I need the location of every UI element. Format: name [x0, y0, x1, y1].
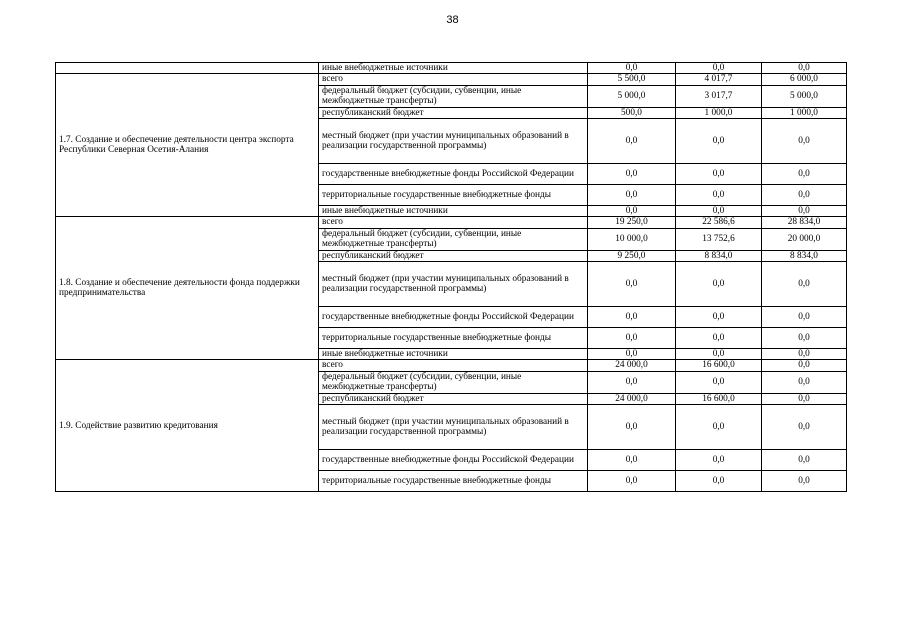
funding-source-cell: территориальные государственные внебюджетные фонды	[319, 185, 588, 206]
amount-cell: 0,0	[588, 206, 676, 217]
funding-source-cell: местный бюджет (при участии муниципальных образований в реализации государственной программы)	[319, 119, 588, 164]
funding-source-cell: местный бюджет (при участии муниципальных образований в реализации государственной программы)	[319, 405, 588, 450]
table-row	[56, 360, 847, 371]
amount-cell: 0,0	[588, 185, 676, 206]
page-number: 38	[446, 14, 459, 26]
amount-cell: 19 250,0	[588, 217, 676, 228]
amount-cell: 22 586,6	[676, 217, 762, 228]
amount-cell: 5 000,0	[588, 85, 676, 107]
amount-cell: 3 017,7	[676, 85, 762, 107]
amount-cell: 0,0	[676, 185, 762, 206]
amount-cell: 13 752,6	[676, 228, 762, 250]
amount-cell: 0,0	[676, 63, 762, 74]
amount-cell: 8 834,0	[762, 250, 847, 261]
amount-cell: 0,0	[762, 164, 847, 185]
amount-cell: 0,0	[762, 471, 847, 492]
amount-cell: 0,0	[588, 405, 676, 450]
amount-cell: 0,0	[588, 349, 676, 360]
table-row	[56, 63, 847, 74]
amount-cell: 24 000,0	[588, 360, 676, 371]
measure-name-cell	[56, 63, 319, 74]
funding-source-cell: иные внебюджетные источники	[319, 206, 588, 217]
amount-cell: 5 000,0	[762, 85, 847, 107]
amount-cell: 0,0	[762, 328, 847, 349]
funding-source-cell: государственные внебюджетные фонды Российской Федерации	[319, 450, 588, 471]
amount-cell: 0,0	[588, 262, 676, 307]
funding-source-cell: иные внебюджетные источники	[319, 63, 588, 74]
amount-cell: 0,0	[762, 206, 847, 217]
table-row	[56, 217, 847, 228]
measure-name-cell: 1.9. Содействие развитию кредитования	[56, 360, 319, 492]
amount-cell: 0,0	[676, 119, 762, 164]
funding-source-cell: республиканский бюджет	[319, 107, 588, 118]
amount-cell: 0,0	[588, 471, 676, 492]
amount-cell: 0,0	[676, 450, 762, 471]
funding-source-cell: иные внебюджетные источники	[319, 349, 588, 360]
funding-source-cell: всего	[319, 217, 588, 228]
funding-source-cell: всего	[319, 74, 588, 85]
funding-source-cell: федеральный бюджет (субсидии, субвенции, иные межбюджетные трансферты)	[319, 228, 588, 250]
amount-cell: 0,0	[588, 450, 676, 471]
table-body	[56, 63, 847, 492]
funding-source-cell: территориальные государственные внебюджетные фонды	[319, 328, 588, 349]
amount-cell: 20 000,0	[762, 228, 847, 250]
amount-cell: 9 250,0	[588, 250, 676, 261]
amount-cell: 0,0	[676, 371, 762, 393]
amount-cell: 10 000,0	[588, 228, 676, 250]
amount-cell: 0,0	[588, 164, 676, 185]
amount-cell: 0,0	[762, 185, 847, 206]
amount-cell: 0,0	[588, 119, 676, 164]
amount-cell: 0,0	[762, 63, 847, 74]
amount-cell: 0,0	[588, 371, 676, 393]
amount-cell: 24 000,0	[588, 393, 676, 404]
amount-cell: 0,0	[762, 360, 847, 371]
funding-source-cell: государственные внебюджетные фонды Российской Федерации	[319, 164, 588, 185]
amount-cell: 4 017,7	[676, 74, 762, 85]
amount-cell: 0,0	[762, 393, 847, 404]
funding-source-cell: республиканский бюджет	[319, 250, 588, 261]
amount-cell: 5 500,0	[588, 74, 676, 85]
measure-name-cell: 1.7. Создание и обеспечение деятельности центра экспорта Республики Северная Осетия-Алания	[56, 74, 319, 217]
amount-cell: 0,0	[588, 328, 676, 349]
amount-cell: 0,0	[762, 119, 847, 164]
amount-cell: 0,0	[762, 262, 847, 307]
amount-cell: 8 834,0	[676, 250, 762, 261]
amount-cell: 0,0	[676, 262, 762, 307]
amount-cell: 500,0	[588, 107, 676, 118]
amount-cell: 28 834,0	[762, 217, 847, 228]
amount-cell: 6 000,0	[762, 74, 847, 85]
amount-cell: 0,0	[588, 307, 676, 328]
funding-source-cell: местный бюджет (при участии муниципальных образований в реализации государственной программы)	[319, 262, 588, 307]
amount-cell: 0,0	[676, 328, 762, 349]
amount-cell: 0,0	[762, 307, 847, 328]
amount-cell: 1 000,0	[676, 107, 762, 118]
funding-source-cell: территориальные государственные внебюджетные фонды	[319, 471, 588, 492]
funding-source-cell: всего	[319, 360, 588, 371]
amount-cell: 0,0	[676, 307, 762, 328]
measure-name-cell: 1.8. Создание и обеспечение деятельности фонда поддержки предпринимательства	[56, 217, 319, 360]
amount-cell: 0,0	[762, 450, 847, 471]
amount-cell: 0,0	[676, 405, 762, 450]
table-row	[56, 74, 847, 85]
amount-cell: 16 600,0	[676, 393, 762, 404]
amount-cell: 0,0	[588, 63, 676, 74]
amount-cell: 16 600,0	[676, 360, 762, 371]
budget-table	[55, 62, 847, 492]
amount-cell: 0,0	[676, 471, 762, 492]
funding-source-cell: государственные внебюджетные фонды Российской Федерации	[319, 307, 588, 328]
amount-cell: 0,0	[762, 349, 847, 360]
funding-source-cell: республиканский бюджет	[319, 393, 588, 404]
amount-cell: 0,0	[762, 371, 847, 393]
funding-source-cell: федеральный бюджет (субсидии, субвенции, иные межбюджетные трансферты)	[319, 85, 588, 107]
amount-cell: 0,0	[762, 405, 847, 450]
amount-cell: 0,0	[676, 349, 762, 360]
amount-cell: 1 000,0	[762, 107, 847, 118]
amount-cell: 0,0	[676, 206, 762, 217]
funding-source-cell: федеральный бюджет (субсидии, субвенции, иные межбюджетные трансферты)	[319, 371, 588, 393]
amount-cell: 0,0	[676, 164, 762, 185]
